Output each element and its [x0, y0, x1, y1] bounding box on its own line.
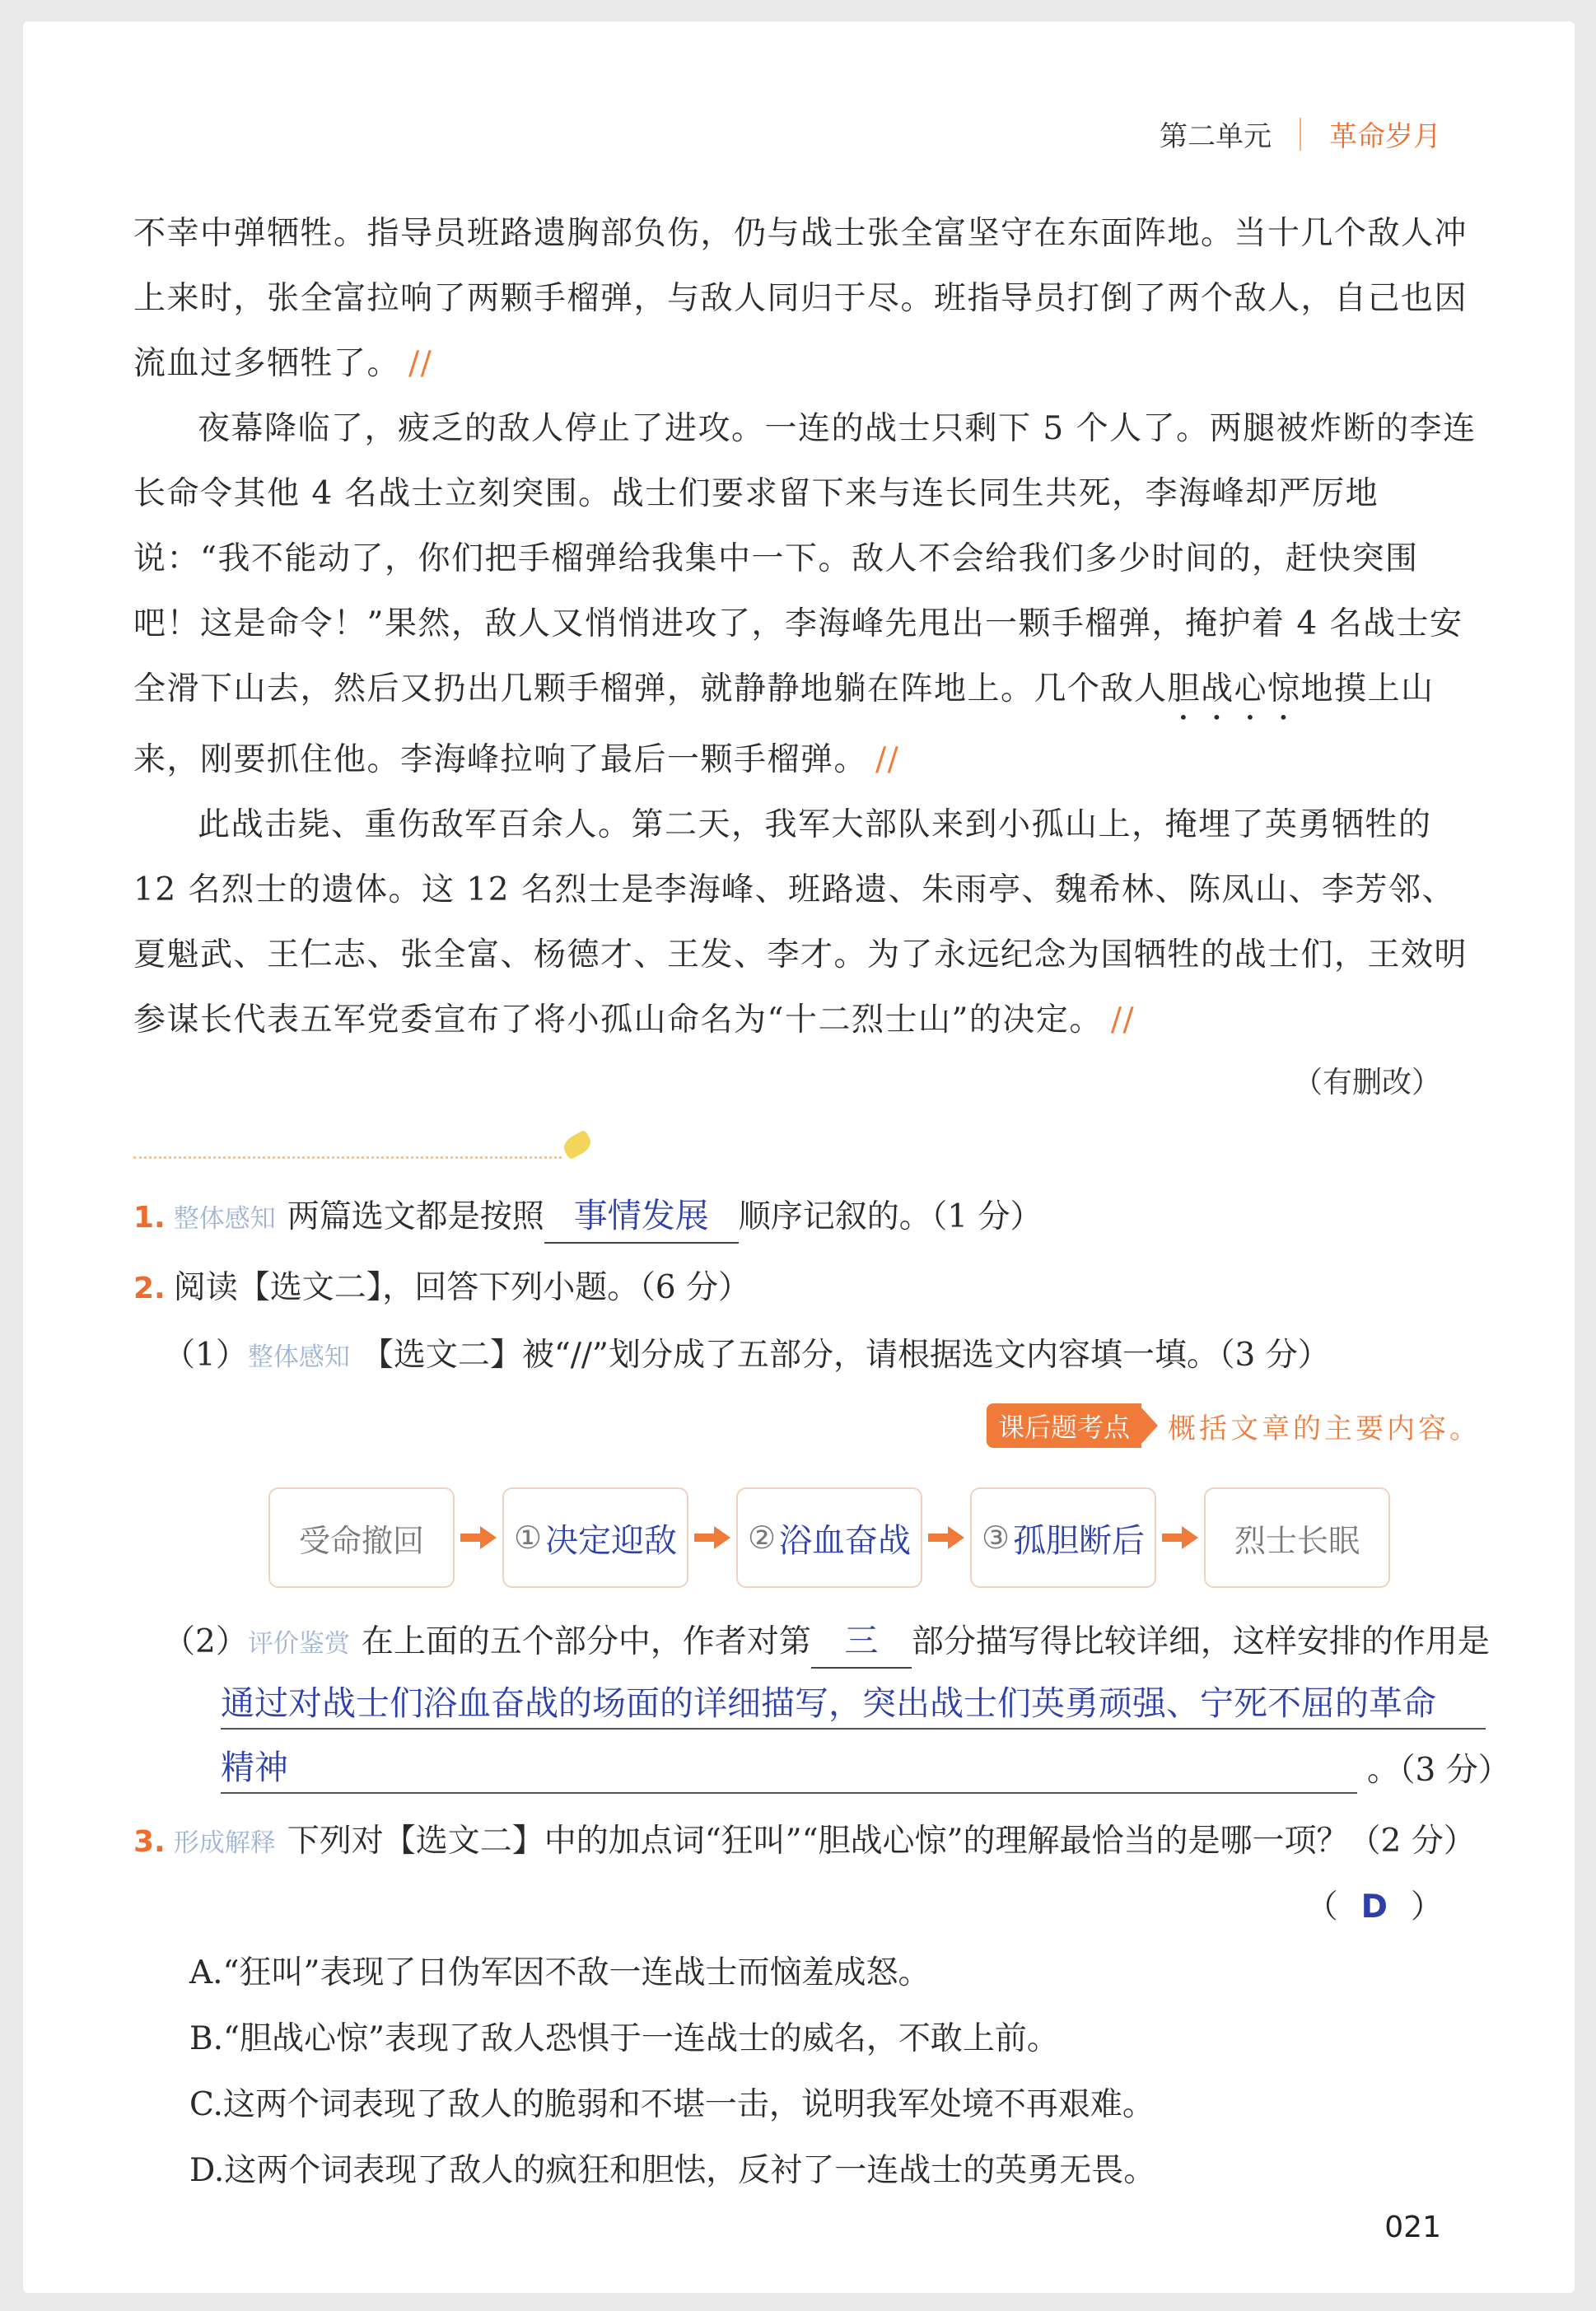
question-text: 部分描写得比较详细，这样安排的作用是 [911, 1623, 1490, 1660]
handwritten-answer: 浴血奋战 [779, 1521, 912, 1560]
question-text: 两篇选文都是按照 [287, 1198, 544, 1235]
option-c: C.这两个词表现了敌人的脆弱和不堪一击，说明我军处境不再艰难。 [189, 2086, 1155, 2123]
workbook-page [23, 21, 1575, 2293]
handwritten-answer: 三 [844, 1621, 879, 1660]
section-divider-mark: // [1110, 1001, 1136, 1039]
question-tag: 评价鉴赏 [247, 1629, 350, 1659]
passage-paragraph-3 [133, 792, 1484, 1053]
arrow-right-icon [922, 1521, 970, 1554]
paren-open: （ [1305, 1888, 1338, 1926]
handwritten-answer: 决定迎敌 [545, 1521, 678, 1560]
exam-point-callout [987, 1403, 1481, 1448]
question-text: 【选文二】被“//”划分成了五部分，请根据选文内容填一填。（3 分） [361, 1337, 1330, 1374]
sub-question-number: （1） [163, 1337, 248, 1374]
flow-step-1 [268, 1487, 455, 1588]
step-marker: ② [747, 1520, 777, 1556]
exam-point-badge: 课后题考点 [987, 1403, 1141, 1448]
question-number: 2. [133, 1272, 166, 1305]
flow-step-2[interactable] [502, 1487, 688, 1588]
section-divider-mark: // [875, 741, 900, 778]
dotted-divider [133, 1156, 562, 1159]
handwritten-answer: 事情发展 [573, 1196, 709, 1235]
unit-title: 第二单元 [1160, 120, 1272, 153]
sub-question-number: （2） [163, 1623, 248, 1660]
unit-theme: 革命岁月 [1329, 120, 1441, 153]
flow-step-4[interactable] [970, 1487, 1156, 1588]
passage-paragraph-1 [133, 201, 1484, 396]
arrow-right-icon [455, 1521, 502, 1554]
answer-underline[interactable] [221, 1728, 1486, 1730]
passage-paragraph-2 [133, 396, 1484, 792]
arrow-right-icon [1156, 1521, 1204, 1554]
arrow-right-icon [688, 1521, 736, 1554]
exam-point-text: 概括文章的主要内容。 [1168, 1412, 1482, 1445]
question-2 [133, 1263, 750, 1314]
paragraph-text: 不幸中弹牺牲。指导员班路遗胸部负伤，仍与战士张全富坚守在东面阵地。当十几个敌人冲上来时，张全富拉响了两颗手榴弹，与敌人同归于尽。班指导员打倒了两个敌人，自己也因流血过多牺牲了。 [133, 215, 1468, 382]
reading-passage [133, 201, 1484, 1053]
question-number: 1. [133, 1201, 166, 1235]
answer-line-2: 精神 [221, 1748, 288, 1787]
paragraph-text: 地摸上山来，刚要抓住他。李海峰拉响了最后一颗手榴弹。 [133, 670, 1435, 778]
answer-blank[interactable] [811, 1619, 912, 1669]
question-2-sub-1 [163, 1331, 1330, 1382]
emphasized-word: 胆战心惊 [1167, 670, 1301, 707]
question-tag: 整体感知 [247, 1342, 350, 1372]
answer-line-1: 通过对战士们浴血奋战的场面的详细描写，突出战士们英勇顽强、宁死不屈的革命 [221, 1683, 1436, 1723]
section-divider-mark: // [408, 345, 433, 382]
header-divider [1300, 118, 1301, 151]
question-3 [133, 1817, 1476, 1868]
step-marker: ③ [981, 1520, 1010, 1556]
paragraph-text: 此战击毙、重伤敌军百余人。第二天，我军大部队来到小孤山上，掩埋了英勇牺牲的 12 名烈士的遗体。这 12 名烈士是李海峰、班路遗、朱雨亭、魏希林、陈凤山、李芳邻、夏魁武、王仁志、张全富、杨德才、王发、李才。为了永远纪念为国牺牲的战士们，王效明参谋长代表五军党委宣布了将小孤山命名为“十二烈士山”的决定。 [133, 806, 1468, 1039]
handwritten-answer: 孤胆断后 [1013, 1521, 1146, 1560]
step-marker: ① [513, 1520, 543, 1556]
question-2-sub-2 [163, 1618, 1490, 1669]
question-text: 顺序记叙的。（1 分） [738, 1198, 1043, 1235]
score-note: 。（3 分） [1367, 1752, 1510, 1789]
section-flowchart [268, 1487, 1390, 1588]
question-text: 下列对【选文二】中的加点词“狂叫”“胆战心惊”的理解最恰当的是哪一项？（2 分） [287, 1823, 1476, 1860]
question-1 [133, 1193, 1042, 1244]
question-text: 阅读【选文二】，回答下列小题。（6 分） [173, 1269, 750, 1306]
paragraph-text: 夜幕降临了，疲乏的敌人停止了进攻。一连的战士只剩下 5 个人了。两腿被炸断的李连长命令其他 4 名战士立刻突围。战士们要求留下来与连长同生共死，李海峰却严厉地说：“我不能动了，你们把手榴弹给我集中一下。敌人不会给我们多少时间的，赶快突围吧！这是命令！”果然，敌人又悄悄进攻了，李海峰先甩出一颗手榴弹，掩护着 4 名战士安全滑下山去，然后又扔出几颗手榴弹，就静静地躺在阵地上。几个敌人 [133, 410, 1477, 707]
question-number: 3. [133, 1825, 166, 1859]
question-tag: 整体感知 [173, 1204, 276, 1234]
question-text: 在上面的五个部分中，作者对第 [361, 1623, 811, 1660]
leaf-icon [560, 1129, 594, 1160]
option-a: A.“狂叫”表现了日伪军因不敌一连战士而恼羞成怒。 [189, 1954, 931, 1991]
answer-parentheses[interactable] [1306, 1883, 1443, 1932]
flow-step-3[interactable] [736, 1487, 922, 1588]
question-tag: 形成解释 [173, 1828, 276, 1858]
handwritten-answer: D [1360, 1888, 1388, 1926]
source-note: （有删改） [1292, 1066, 1441, 1099]
option-b: B.“胆战心惊”表现了敌人恐惧于一连战士的威名，不敢上前。 [189, 2020, 1059, 2057]
page-number: 021 [1384, 2211, 1441, 2244]
flow-step-label: 受命撤回 [298, 1522, 424, 1559]
flow-step-5 [1204, 1487, 1390, 1588]
flow-step-label: 烈士长眠 [1234, 1522, 1360, 1559]
page-header [1160, 114, 1441, 154]
option-d: D.这两个词表现了敌人的疯狂和胆怯，反衬了一连战士的英勇无畏。 [189, 2152, 1156, 2189]
answer-underline[interactable] [221, 1792, 1357, 1794]
answer-blank[interactable] [544, 1194, 739, 1244]
paren-close: ） [1410, 1888, 1443, 1926]
